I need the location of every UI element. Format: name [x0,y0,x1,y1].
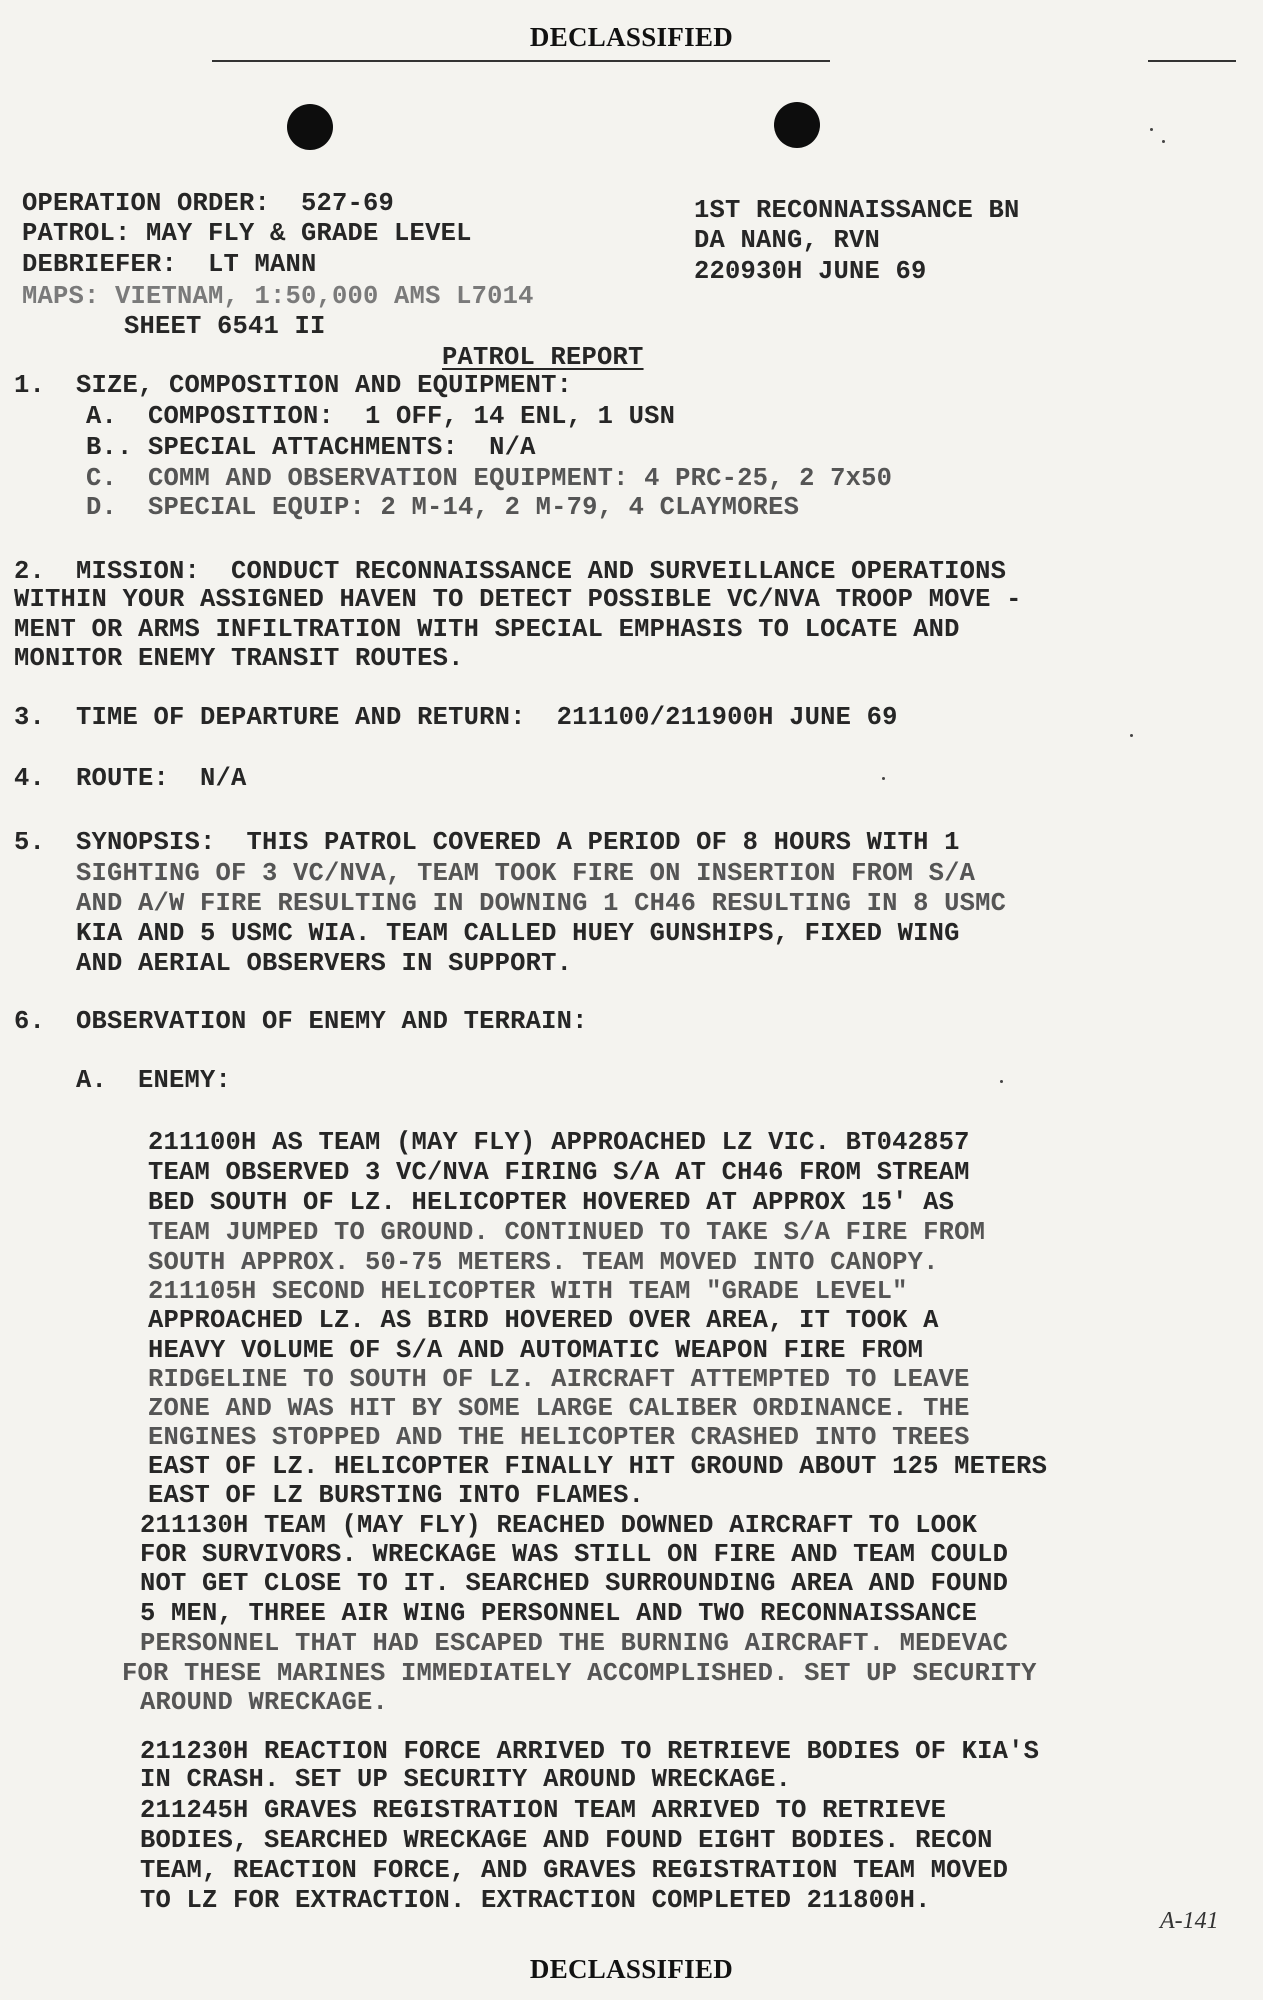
enemy-narrative-line: IN CRASH. SET UP SECURITY AROUND WRECKAGE. [140,1765,792,1794]
speck [1162,140,1165,143]
enemy-narrative-line: 211105H SECOND HELICOPTER WITH TEAM "GRADE LEVEL" [148,1277,908,1306]
enemy-narrative-line: TO LZ FOR EXTRACTION. EXTRACTION COMPLETED 211800H. [140,1886,931,1915]
declassified-banner-top: DECLASSIFIED [529,22,734,52]
enemy-narrative-line: PERSONNEL THAT HAD ESCAPED THE BURNING AIRCRAFT. MEDEVAC [140,1629,1009,1658]
enemy-narrative-line: BODIES, SEARCHED WRECKAGE AND FOUND EIGHT BODIES. RECON [140,1826,993,1855]
section-1-item-b: B.. SPECIAL ATTACHMENTS: N/A [86,433,536,462]
enemy-narrative-line: 211245H GRAVES REGISTRATION TEAM ARRIVED TO RETRIEVE [140,1796,947,1825]
speck [1000,1080,1003,1083]
enemy-narrative-line: EAST OF LZ. HELICOPTER FINALLY HIT GROUND ABOUT 125 METERS [148,1452,1048,1481]
top-rule-right [1148,60,1236,62]
enemy-narrative-line: 211230H REACTION FORCE ARRIVED TO RETRIEVE BODIES OF KIA'S [140,1737,1040,1766]
enemy-narrative-line: NOT GET CLOSE TO IT. SEARCHED SURROUNDING AREA AND FOUND [140,1569,1009,1598]
declassified-banner-bottom: DECLASSIFIED [529,1954,734,1984]
section-2-line: MENT OR ARMS INFILTRATION WITH SPECIAL EMPHASIS TO LOCATE AND [14,615,960,644]
section-6-subheading: A. ENEMY: [76,1066,232,1095]
unit-name: 1ST RECONNAISSANCE BN [694,196,1020,225]
section-5-line: SIGHTING OF 3 VC/NVA, TEAM TOOK FIRE ON INSERTION FROM S/A [14,859,976,888]
enemy-narrative-line: BED SOUTH OF LZ. HELICOPTER HOVERED AT APPROX 15' AS [148,1188,955,1217]
operation-order: OPERATION ORDER: 527-69 [22,189,395,218]
section-6-heading: 6. OBSERVATION OF ENEMY AND TERRAIN: [14,1007,588,1036]
enemy-narrative-line: SOUTH APPROX. 50-75 METERS. TEAM MOVED INTO CANOPY. [148,1248,939,1277]
enemy-narrative-line: TEAM OBSERVED 3 VC/NVA FIRING S/A AT CH46 FROM STREAM [148,1158,970,1187]
section-5-line: 5. SYNOPSIS: THIS PATROL COVERED A PERIOD OF 8 HOURS WITH 1 [14,828,960,857]
enemy-narrative-line: ZONE AND WAS HIT BY SOME LARGE CALIBER ORDINANCE. THE [148,1394,970,1423]
enemy-narrative-line: RIDGELINE TO SOUTH OF LZ. AIRCRAFT ATTEMPTED TO LEAVE [148,1365,970,1394]
section-2-line: 2. MISSION: CONDUCT RECONNAISSANCE AND SURVEILLANCE OPERATIONS [14,557,1007,586]
enemy-narrative-line: HEAVY VOLUME OF S/A AND AUTOMATIC WEAPON FIRE FROM [148,1336,924,1365]
speck [1150,128,1153,131]
enemy-narrative-line: FOR THESE MARINES IMMEDIATELY ACCOMPLISHED. SET UP SECURITY [122,1659,1037,1688]
section-1-item-c: C. COMM AND OBSERVATION EQUIPMENT: 4 PRC-25, 2 7x50 [86,464,893,493]
section-4-route: 4. ROUTE: N/A [14,764,247,793]
enemy-narrative-line: FOR SURVIVORS. WRECKAGE WAS STILL ON FIRE AND TEAM COULD [140,1540,1009,1569]
section-1-item-a: A. COMPOSITION: 1 OFF, 14 ENL, 1 USN [86,402,676,431]
speck [1130,734,1133,737]
section-5-line: AND AERIAL OBSERVERS IN SUPPORT. [14,949,573,978]
section-5-line: KIA AND 5 USMC WIA. TEAM CALLED HUEY GUNSHIPS, FIXED WING [14,919,960,948]
enemy-narrative-line: 5 MEN, THREE AIR WING PERSONNEL AND TWO RECONNAISSANCE [140,1599,978,1628]
enemy-narrative-line: EAST OF LZ BURSTING INTO FLAMES. [148,1481,645,1510]
map-sheet: SHEET 6541 II [124,312,326,341]
top-rule-left [212,60,830,62]
enemy-narrative-line: TEAM JUMPED TO GROUND. CONTINUED TO TAKE S/A FIRE FROM [148,1218,986,1247]
report-title: PATROL REPORT [442,343,644,372]
enemy-narrative-line: TEAM, REACTION FORCE, AND GRAVES REGISTRATION TEAM MOVED [140,1856,1009,1885]
patrol-name: PATROL: MAY FLY & GRADE LEVEL [22,219,472,248]
speck [882,777,885,780]
enemy-narrative-line: 211130H TEAM (MAY FLY) REACHED DOWNED AIRCRAFT TO LOOK [140,1511,978,1540]
unit-location: DA NANG, RVN [694,226,881,255]
report-datetime: 220930H JUNE 69 [694,257,927,286]
punch-hole-right [774,102,820,148]
punch-hole-left [287,104,333,150]
enemy-narrative-line: APPROACHED LZ. AS BIRD HOVERED OVER AREA, IT TOOK A [148,1306,939,1335]
section-1-heading: 1. SIZE, COMPOSITION AND EQUIPMENT: [14,371,573,400]
section-2-line: MONITOR ENEMY TRANSIT ROUTES. [14,644,464,673]
page-mark: A-141 [1160,1908,1219,1934]
section-1-item-d: D. SPECIAL EQUIP: 2 M-14, 2 M-79, 4 CLAYMORES [86,493,800,522]
section-5-line: AND A/W FIRE RESULTING IN DOWNING 1 CH46 RESULTING IN 8 USMC [14,889,1007,918]
debriefer: DEBRIEFER: LT MANN [22,250,317,279]
enemy-narrative-line: ENGINES STOPPED AND THE HELICOPTER CRASHED INTO TREES [148,1423,970,1452]
enemy-narrative-line: AROUND WRECKAGE. [140,1688,389,1717]
enemy-narrative-line: 211100H AS TEAM (MAY FLY) APPROACHED LZ VIC. BT042857 [148,1128,970,1157]
map-reference: MAPS: VIETNAM, 1:50,000 AMS L7014 [22,282,534,311]
section-3-departure-return: 3. TIME OF DEPARTURE AND RETURN: 211100/211900H JUNE 69 [14,703,898,732]
section-2-line: WITHIN YOUR ASSIGNED HAVEN TO DETECT POSSIBLE VC/NVA TROOP MOVE - [14,585,1022,614]
